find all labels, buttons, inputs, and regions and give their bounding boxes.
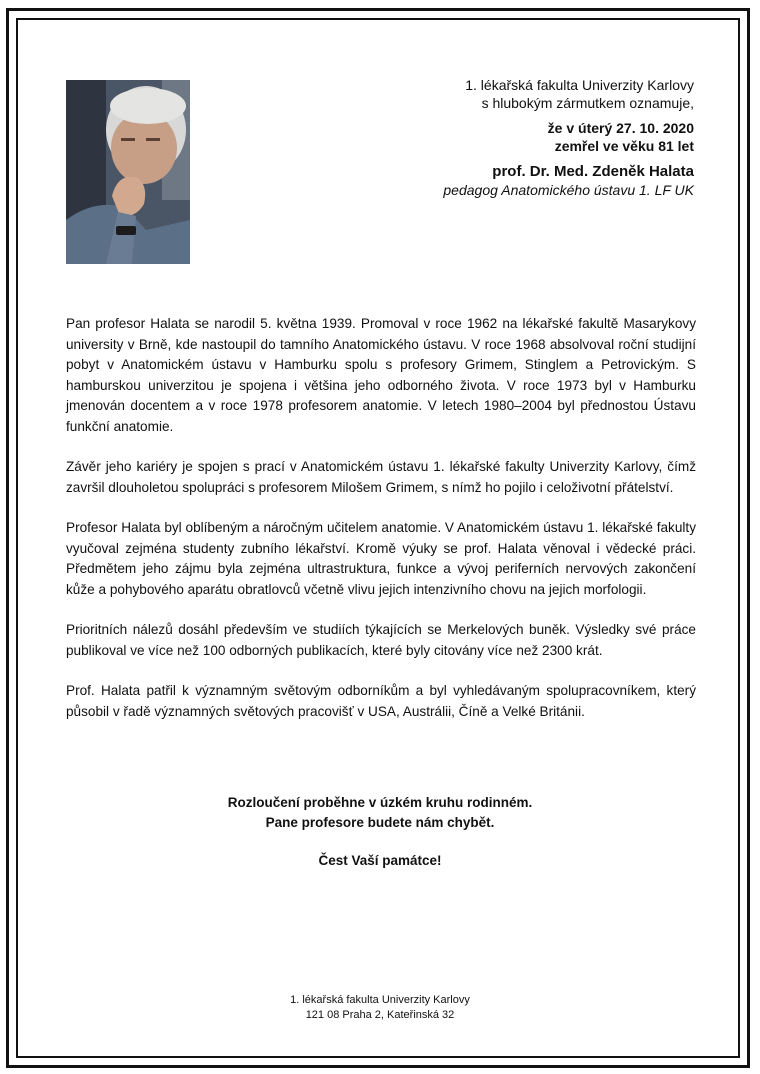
farewell-message: Pane profesore budete nám chybět. (265, 815, 495, 830)
footer-address (0, 993, 760, 1023)
paragraph: Prof. Halata patřil k významným světovým odborníkům a byl vyhledávaným spolupracovníkem, který působil v řadě významných světových pracovišť v USA, Austrálii, Číně a Velké Británii. (66, 683, 696, 719)
footer-faculty: 1. lékařská fakulta Univerzity Karlovy (290, 994, 470, 1006)
footer-street: 121 08 Praha 2, Kateřinská 32 (305, 1009, 455, 1021)
paragraph: Závěr jeho kariéry je spojen s prací v Anatomickém ústavu 1. lékařské fakulty Univerzity Karlovy, čímž završil dlouholetou spolupráci s profesorem Milošem Grimem, s nímž ho pojilo i celoživotní přátelství. (66, 459, 696, 495)
honor-line: Čest Vaší památce! (318, 853, 442, 868)
death-date: že v úterý 27. 10. 2020 (547, 120, 694, 136)
paragraph: Prioritních nálezů dosáhl především ve studiích týkajících se Merkelových buněk. Výsledky své práce publikoval ve více než 100 odborných publikacích, které byly citovány více než 2300 krát. (66, 622, 696, 658)
deceased-name: prof. Dr. Med. Zdeněk Halata (492, 163, 694, 180)
paragraph: Profesor Halata byl oblíbeným a náročným učitelem anatomie. V Anatomickém ústavu 1. lékařské fakulty vyučoval zejména studenty zubního lékařství. Kromě výuky se prof. Halata věnoval i vědecké práci. Předmětem jeho zájmu byla zejména ultrastruktura, funkce a vývoj periferních nervových zakončení kůže a pohybového aparátu obratlovců včetně vlivu jejich intenzivního chovu na jejich morfologii. (66, 520, 696, 597)
deceased-role: pedagog Anatomického ústavu 1. LF UK (443, 182, 694, 198)
death-age: zemřel ve věku 81 let (554, 138, 694, 154)
obituary-body (66, 314, 696, 742)
closing-remarks (0, 793, 760, 871)
portrait-photo (66, 80, 190, 264)
faculty-name: 1. lékařská fakulta Univerzity Karlovy (465, 77, 694, 93)
announce-line: s hlubokým zármutkem oznamuje, (481, 95, 694, 111)
farewell-note: Rozloučení proběhne v úzkém kruhu rodinném. (227, 795, 533, 810)
paragraph: Pan profesor Halata se narodil 5. května 1939. Promoval v roce 1962 na lékařské fakultě Masarykovy university v Brně, kde nastoupil do tamního Anatomického ústavu. V roce 1968 absolvoval roční studijní pobyt v Anatomickém ústavu v Hamburku spolu s profesory Grimem, Stinglem a Petrovickým. S hamburskou univerzitou je spojena i většina jeho odborného života. V roce 1973 byl v Hamburku jmenován docentem a v roce 1978 profesorem anatomie. V letech 1980–2004 byl přednostou Ústavu funkční anatomie. (66, 316, 696, 434)
announcement-header (334, 76, 694, 199)
